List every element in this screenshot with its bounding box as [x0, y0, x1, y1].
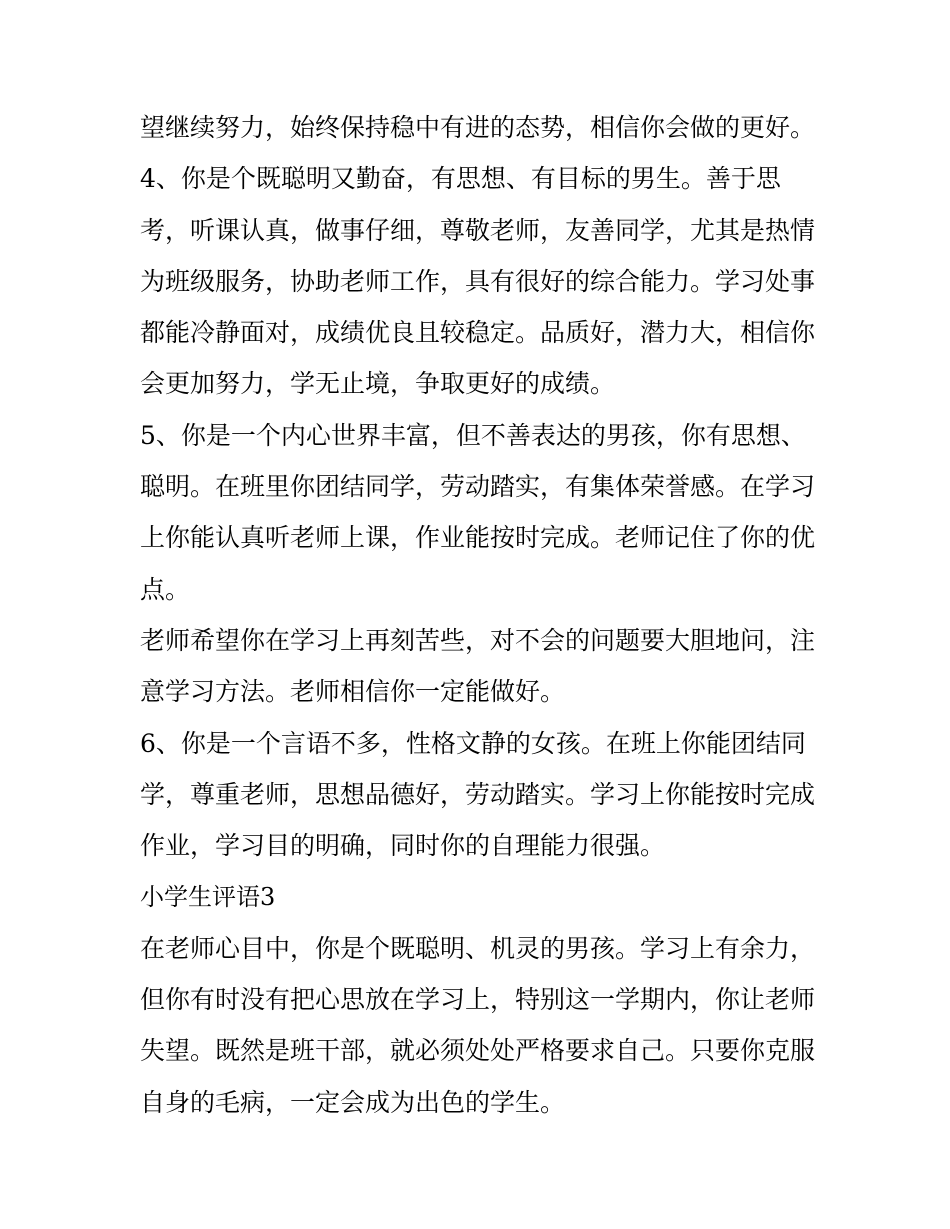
text-line-item-4-start: 4、你是个既聪明又勤奋，有思想、有目标的男生。善于思 [140, 164, 781, 194]
text-line: 聪明。在班里你团结同学，劳动踏实，有集体荣誉感。在学习 [140, 472, 816, 502]
text-line: 失望。既然是班干部，就必须处处严格要求自己。只要你克服 [140, 1036, 816, 1066]
text-line: 自身的毛病，一定会成为出色的学生。 [140, 1087, 566, 1117]
text-line: 考，听课认真，做事仔细，尊敬老师，友善同学，尤其是热情 [140, 215, 816, 245]
section-heading: 小学生评语3 [140, 883, 276, 912]
text-line-item-5-start: 5、你是一个内心世界丰富，但不善表达的男孩，你有思想、 [140, 420, 806, 450]
text-line-item-6-start: 6、你是一个言语不多，性格文静的女孩。在班上你能团结同 [140, 728, 806, 758]
text-line: 点。 [140, 574, 191, 604]
text-line: 老师希望你在学习上再刻苦些，对不会的问题要大胆地问，注 [140, 625, 816, 655]
text-line: 都能冷静面对，成绩优良且较稳定。品质好，潜力大，相信你 [140, 318, 816, 348]
text-line: 作业，学习目的明确，同时你的自理能力很强。 [140, 831, 666, 861]
text-line-continuation: 望继续努力，始终保持稳中有进的态势，相信你会做的更好。 [140, 113, 816, 142]
text-line: 会更加努力，学无止境，争取更好的成绩。 [140, 369, 616, 399]
text-line: 上你能认真听老师上课，作业能按时完成。老师记住了你的优 [140, 523, 816, 553]
document-body [140, 108, 820, 1134]
text-line: 意学习方法。老师相信你一定能做好。 [140, 677, 566, 707]
text-line: 为班级服务，协助老师工作，具有很好的综合能力。学习处事 [140, 266, 816, 296]
text-line: 在老师心目中，你是个既聪明、机灵的男孩。学习上有余力， [140, 933, 816, 963]
text-line: 学，尊重老师，思想品德好，劳动踏实。学习上你能按时完成 [140, 779, 816, 809]
text-line: 但你有时没有把心思放在学习上，特别这一学期内，你让老师 [140, 985, 816, 1015]
